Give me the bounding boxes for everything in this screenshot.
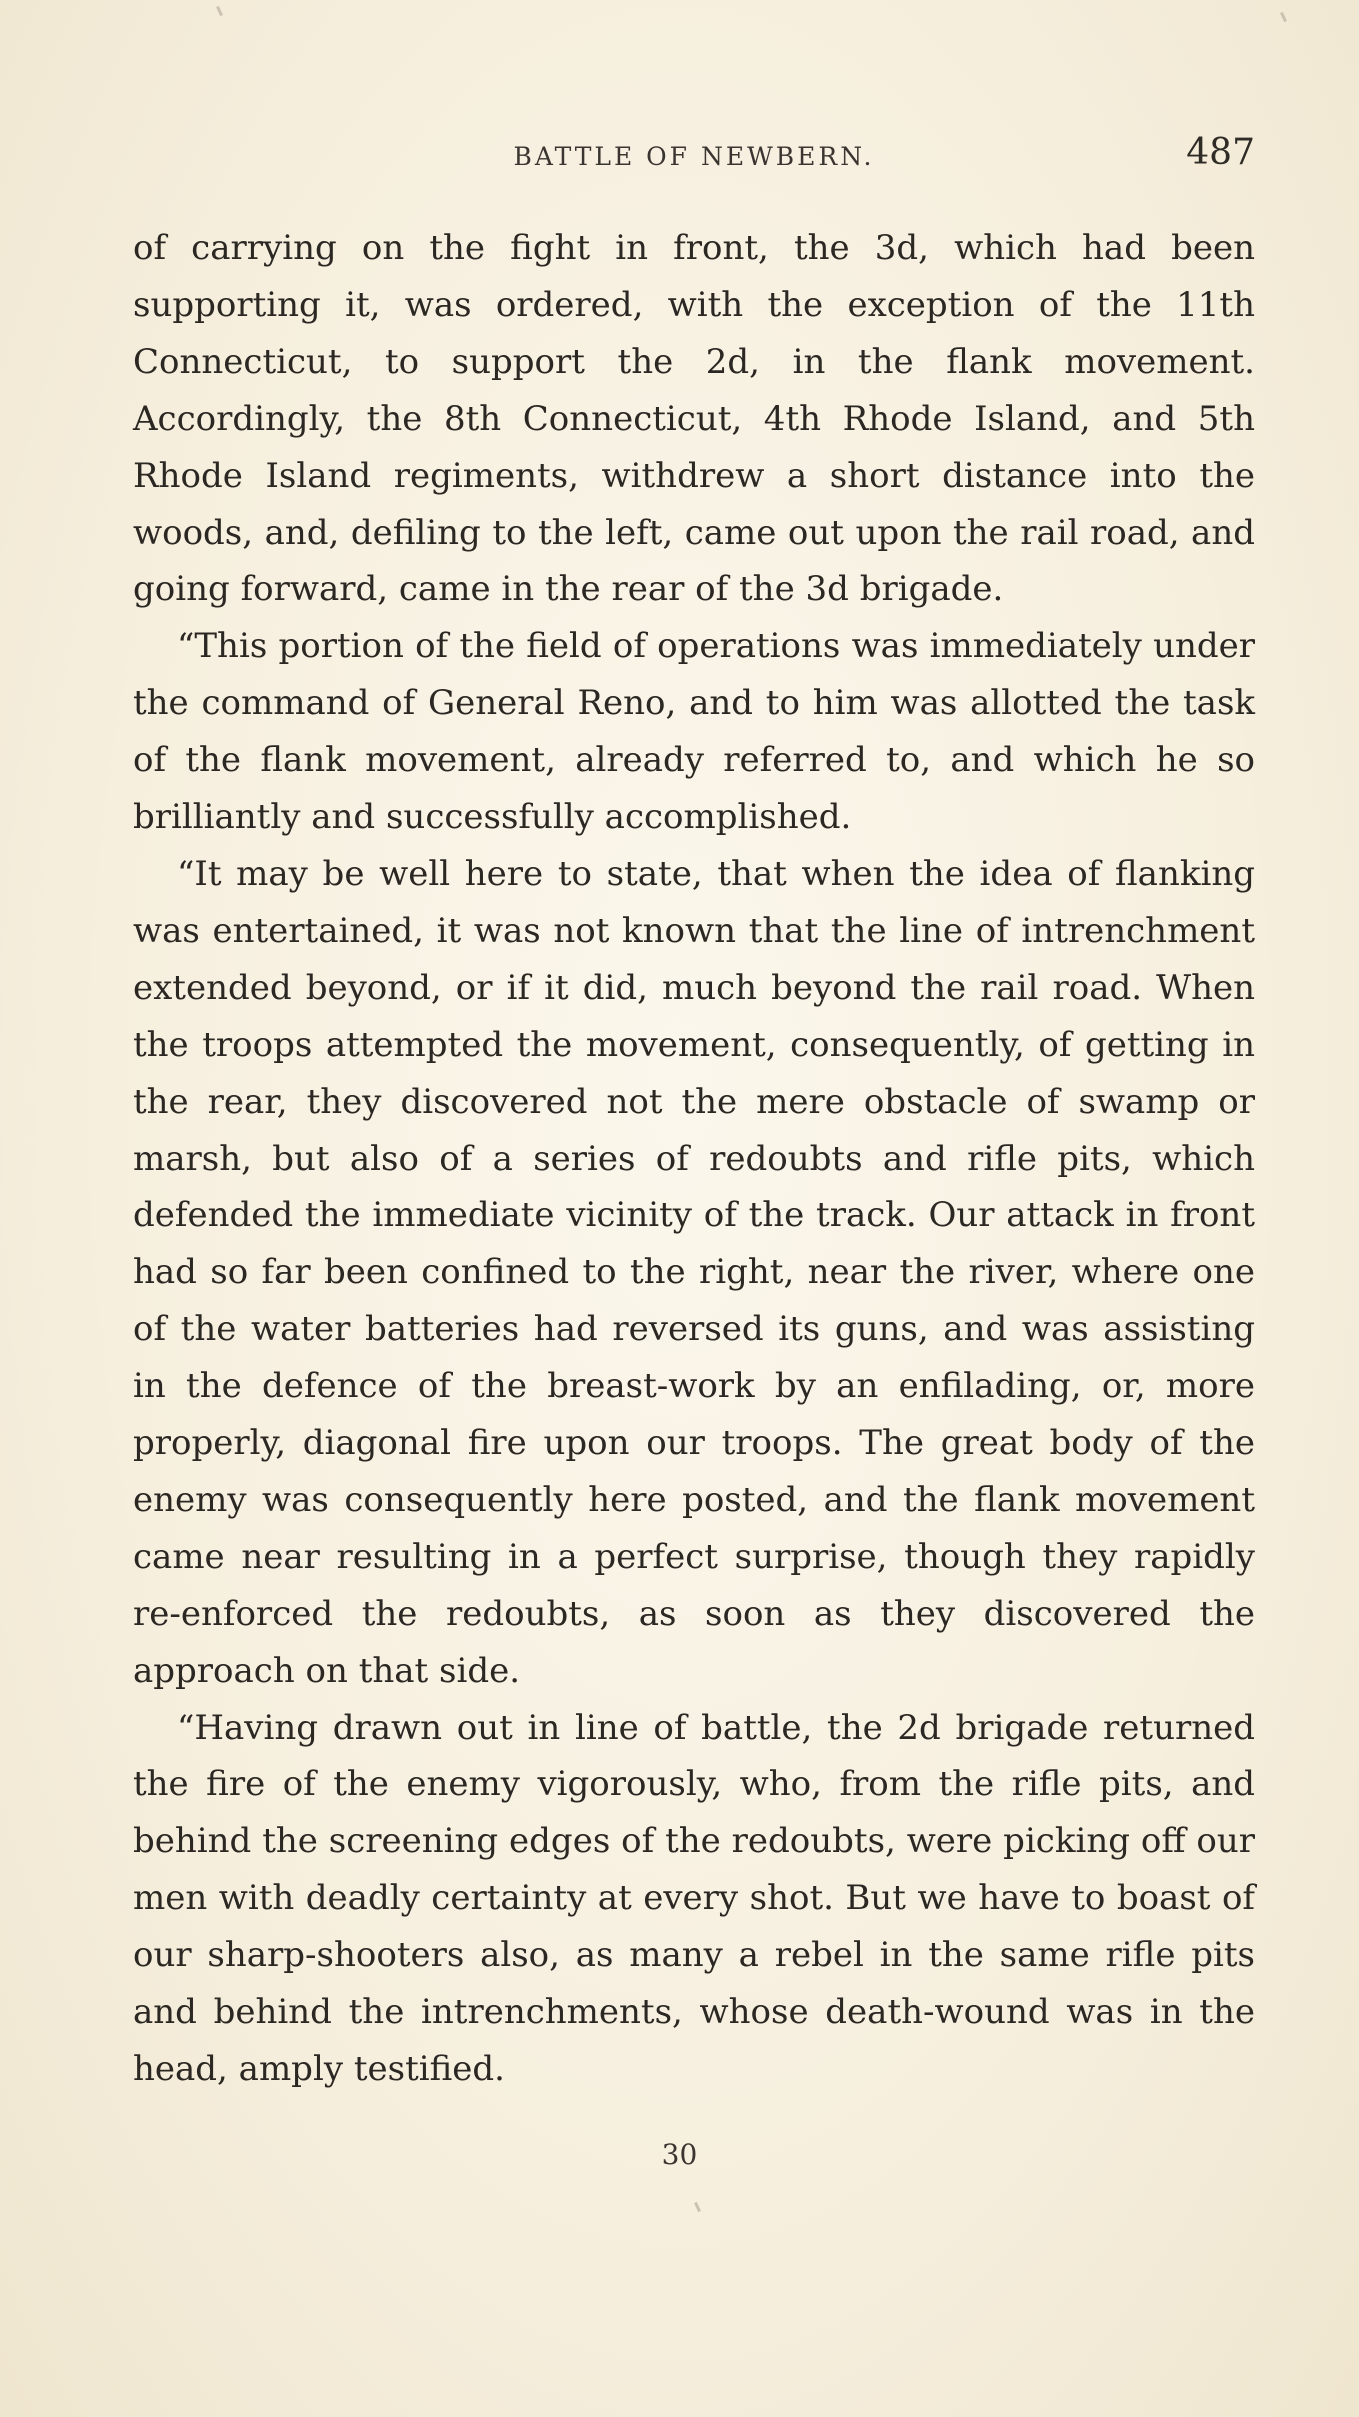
paragraph: “It may be well here to state, that when the idea of flanking was entertained, it was not known that the line of intrenchment extended beyond, or if it did, much beyond the rail road. When the troops attempted the movement, consequently, of getting in the rear, they discovered not the mere obstacle of swamp or marsh, but also of a series of redoubts and rifle pits, which defended the immediate vicinity of the track. Our attack in front had so far been confined to the right, near the river, where one of the water batteries had reversed its guns, and was assisting in the defence of the breast-work by an enfilading, or, more properly, diagonal fire upon our troops. The great body of the enemy was consequently here posted, and the flank movement came near resulting in a perfect surprise, though they rapidly re-enforced the redoubts, as soon as they discovered the approach on that side. [133, 853, 1255, 1691]
running-title: BATTLE OF NEWBERN. [513, 142, 875, 171]
page-number: 487 [1186, 132, 1255, 173]
running-head [133, 132, 1255, 186]
paper-speck [1280, 12, 1287, 22]
paper-speck [216, 6, 223, 16]
paragraph: “Having drawn out in line of battle, the 2d brigade returned the fire of the enemy vigorously, who, from the rifle pits, and behind the screening edges of the redoubts, were picking off our men with deadly certainty at every shot. But we have to boast of our sharp-shooters also, as many a rebel in the same rifle pits and behind the intrenchments, whose death-wound was in the head, amply testified. [133, 1707, 1255, 2089]
paragraph: of carrying on the fight in front, the 3d, which had been supporting it, was ordered, with the exception of the 11th Connecticut, to support the 2d, in the flank movement. Accordingly, the 8th Connecticut, 4th Rhode Island, and 5th Rhode Island regiments, withdrew a short distance into the woods, and, defiling to the left, came out upon the rail road, and going forward, came in the rear of the 3d brigade. [133, 228, 1255, 610]
signature-mark: 30 [661, 2138, 698, 2171]
paragraph: “This portion of the field of operations was immediately under the command of General Reno, and to him was allotted the task of the flank movement, already referred to, and which he so brilliantly and successfully accomplished. [133, 626, 1255, 838]
paper-speck [694, 2202, 701, 2212]
body-text [133, 220, 1255, 2098]
